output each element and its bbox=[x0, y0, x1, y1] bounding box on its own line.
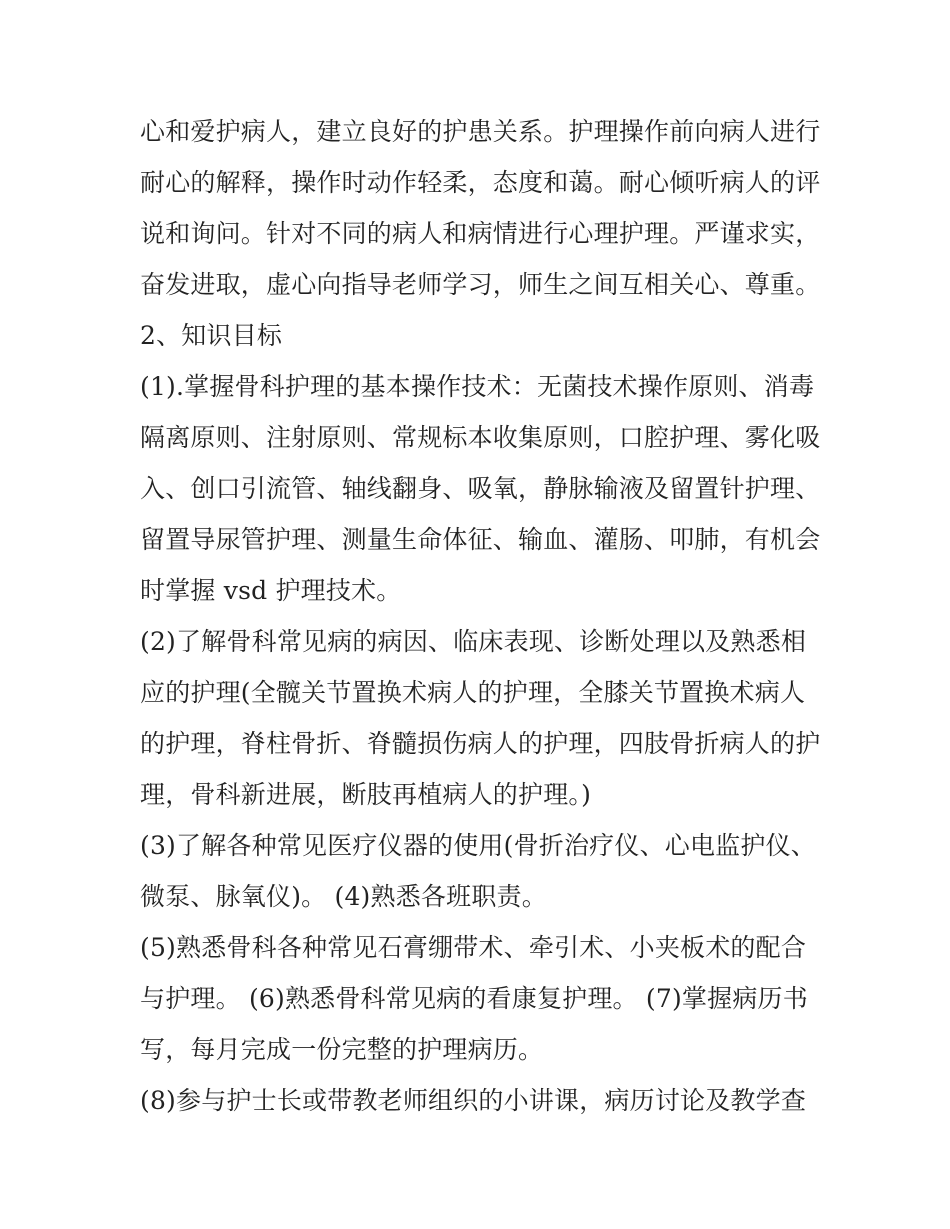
text-line: 微泵、脉氧仪)。 (4)熟悉各班职责。 bbox=[140, 882, 547, 911]
text-line: 隔离原则、注射原则、常规标本收集原则，口腔护理、雾化吸 bbox=[140, 423, 821, 452]
text-line: (8)参与护士长或带教老师组织的小讲课，病历讨论及教学查 bbox=[140, 1086, 807, 1115]
body-text bbox=[140, 106, 830, 1126]
text-line: (2)了解骨科常见病的病因、临床表现、诊断处理以及熟悉相 bbox=[140, 627, 807, 656]
text-line: (3)了解各种常见医疗仪器的使用(骨折治疗仪、心电监护仪、 bbox=[140, 831, 816, 860]
text-line: 时掌握 vsd 护理技术。 bbox=[140, 576, 402, 605]
text-line: 与护理。 (6)熟悉骨科常见病的看康复护理。 (7)掌握病历书 bbox=[140, 984, 808, 1013]
text-line: (5)熟悉骨科各种常见石膏绷带术、牵引术、小夹板术的配合 bbox=[140, 933, 807, 962]
text-line: 留置导尿管护理、测量生命体征、输血、灌肠、叩肺，有机会 bbox=[140, 525, 821, 554]
text-line: 耐心的解释，操作时动作轻柔，态度和蔼。耐心倾听病人的评 bbox=[140, 168, 821, 197]
text-line: 写，每月完成一份完整的护理病历。 bbox=[140, 1035, 544, 1064]
text-line: 的护理，脊柱骨折、脊髓损伤病人的护理，四肢骨折病人的护 bbox=[140, 729, 821, 758]
text-line: 理，骨科新进展，断肢再植病人的护理。) bbox=[140, 780, 592, 809]
text-line: 入、创口引流管、轴线翻身、吸氧，静脉输液及留置针护理、 bbox=[140, 474, 821, 503]
section-heading: 2、知识目标 bbox=[140, 321, 283, 350]
text-line: 说和询问。针对不同的病人和病情进行心理护理。严谨求实， bbox=[140, 219, 821, 248]
text-line: 奋发进取，虚心向指导老师学习，师生之间互相关心、尊重。 bbox=[140, 270, 821, 299]
text-line: 应的护理(全髋关节置换术病人的护理，全膝关节置换术病人 bbox=[140, 678, 806, 707]
text-line: (1).掌握骨科护理的基本操作技术：无菌技术操作原则、消毒 bbox=[140, 372, 815, 401]
text-line: 心和爱护病人，建立良好的护患关系。护理操作前向病人进行 bbox=[140, 117, 821, 146]
